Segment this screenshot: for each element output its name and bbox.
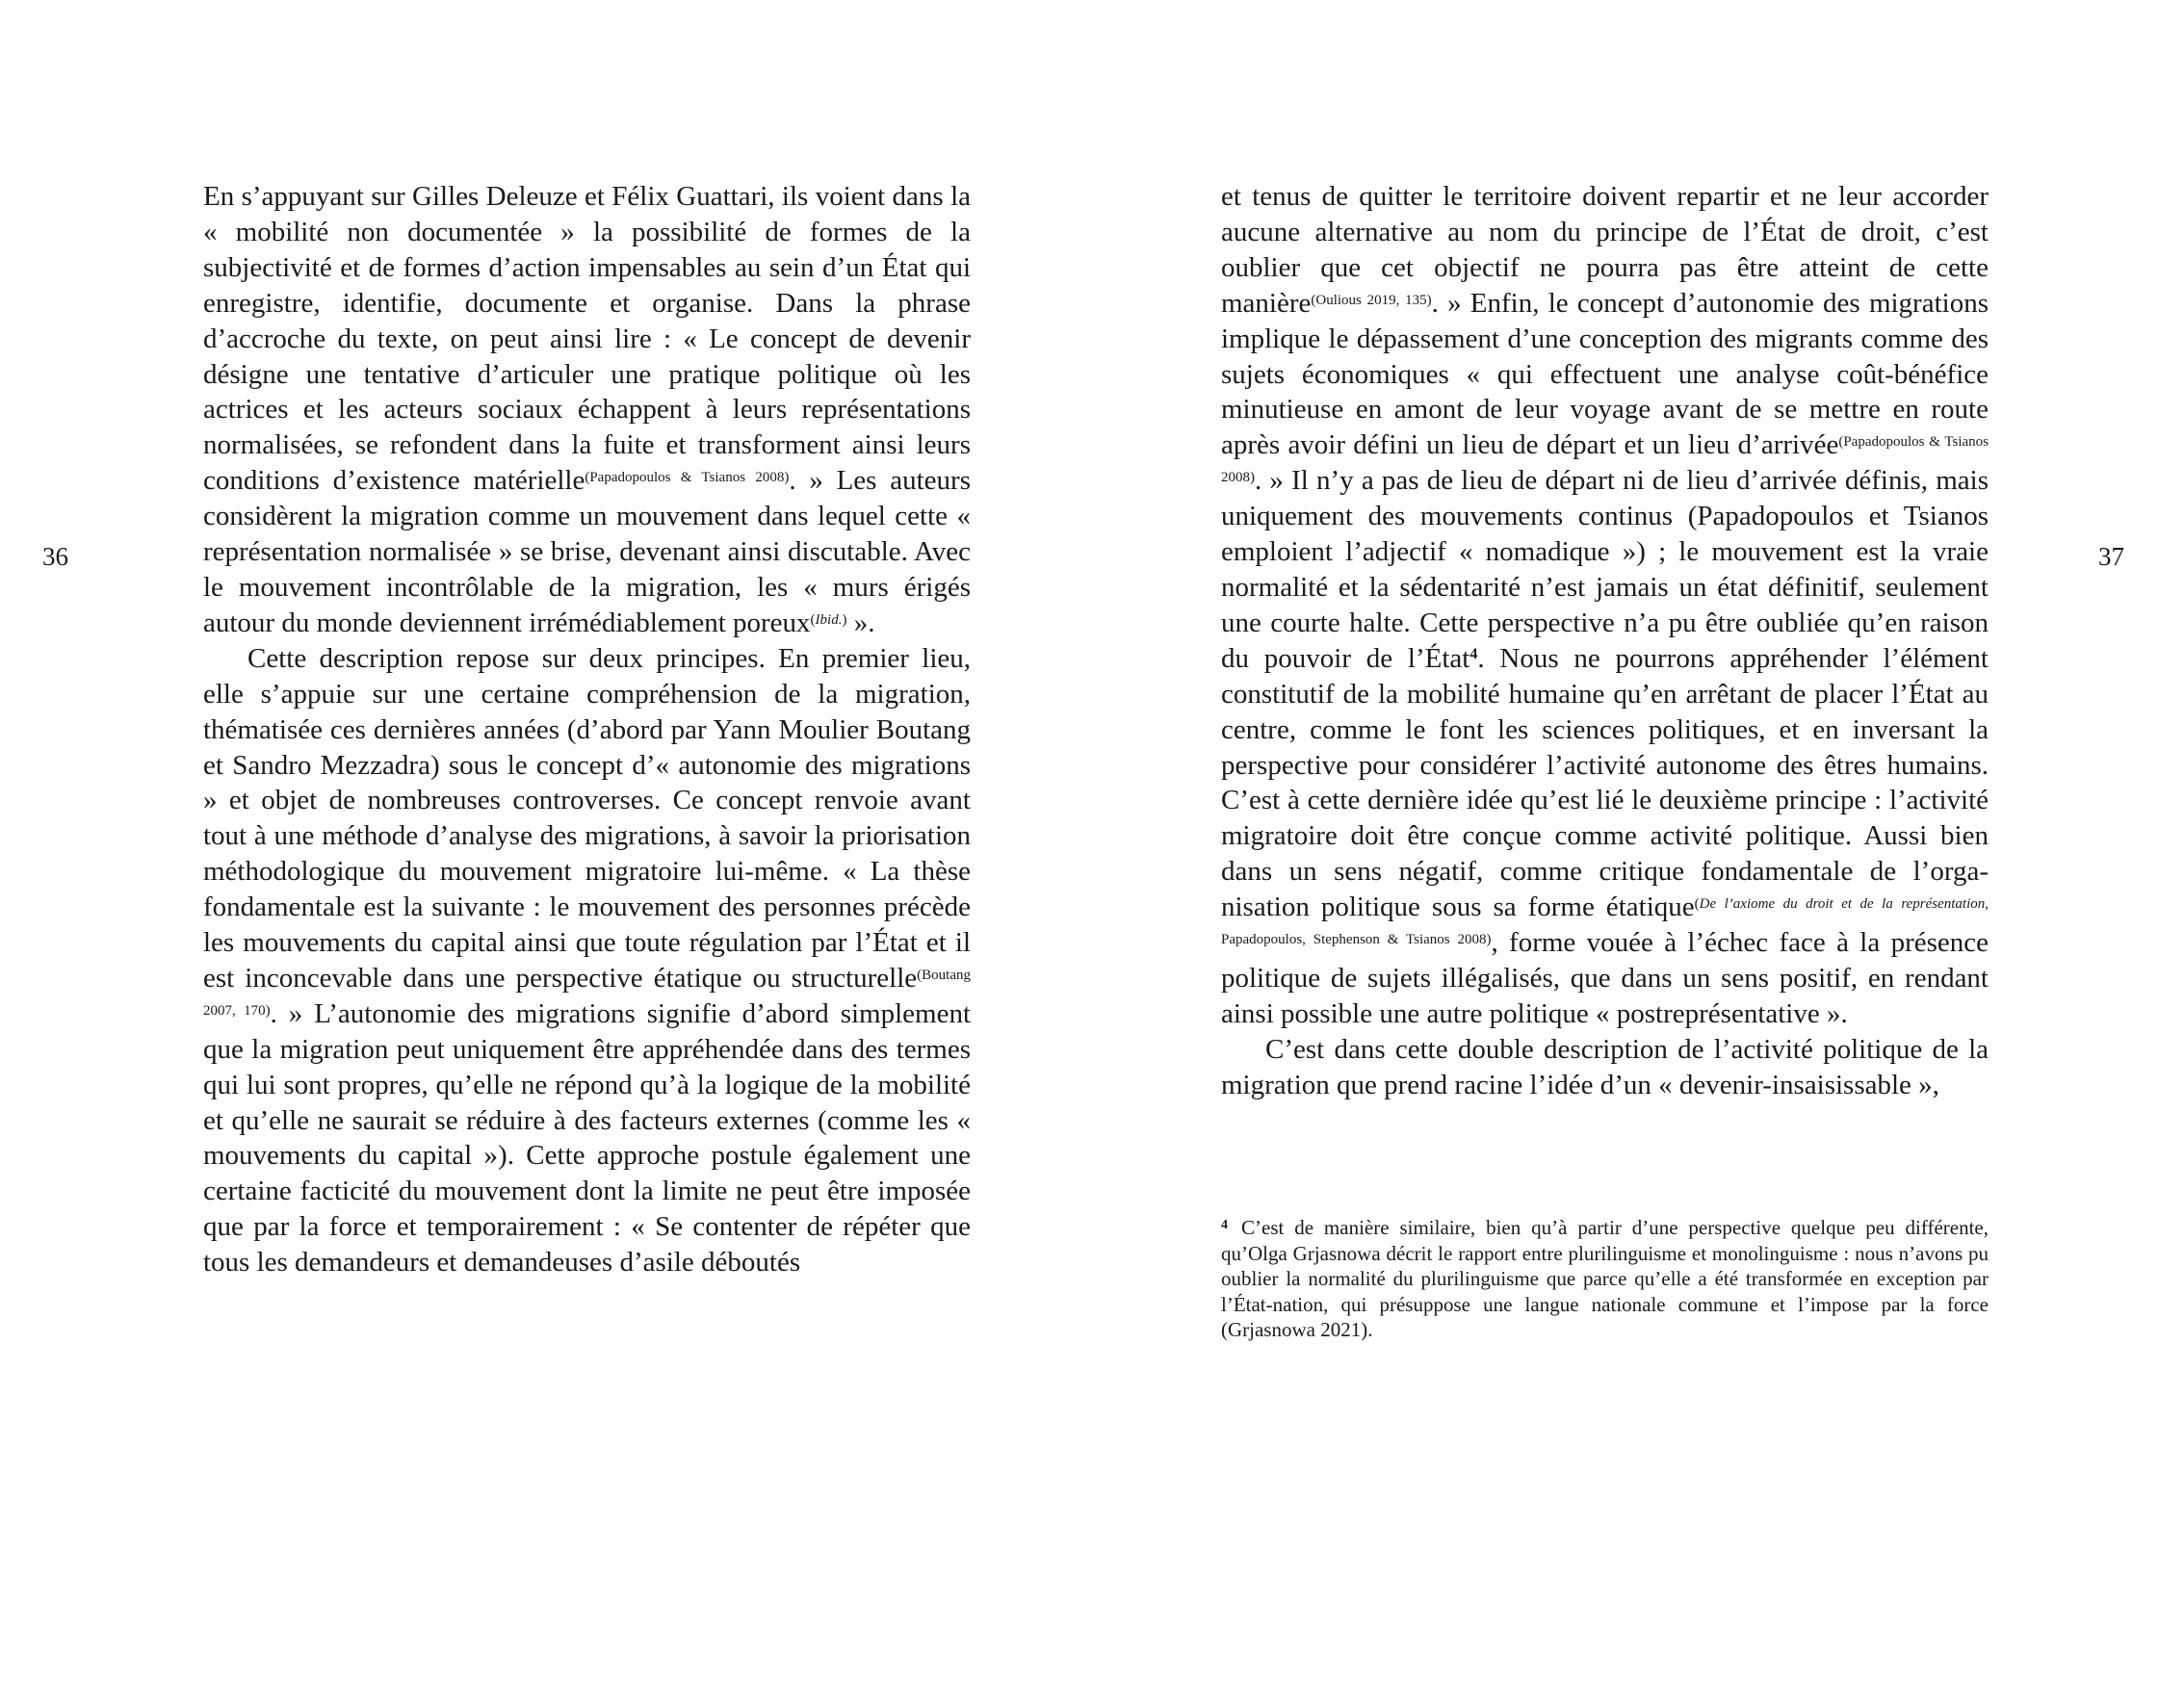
inline-citation — [811, 612, 847, 628]
body-paragraph — [1221, 179, 1989, 1032]
body-text: , forme vouée à l’échec face à la présence politique de sujets illégalisés, que dans un sens positif, en rendant ainsi possible une autre politique « postreprésentative ». — [1221, 927, 1989, 1029]
body-text: En s’appuyant sur Gilles Deleuze et Félix Guattari, ils voient dans la « mobilité non documentée » la possibilité de formes de la subjectivité et de formes d’action impensables au sein d’un État qui enregistre, identifie, documente et organise. Dans la phrase d’accroche du texte, on peut ainsi lire : « Le concept de devenir désigne une tentative d’articuler une pratique politique où les actrices et les acteurs sociaux échappent à leurs représentations normalisées, se refondent dans la fuite et transforment ainsi leurs conditions d’existence matérielle — [203, 181, 971, 497]
footnote-text: C’est de manière similaire, bien qu’à partir d’une perspective quelque peu différente, qu’Olga Grjasnowa décrit le rapport entre plurilinguisme et monolinguisme : nous n’avons pu oublier la normalité du plurilinguisme que parce qu’elle a été transformée en exception par l’État-nation, qui présuppose une langue nationale commune et l’impose par la force (Grjasnowa 2021). — [1221, 1216, 1989, 1341]
body-text: ». — [846, 607, 875, 638]
body-text: . » L’autonomie des migrations signifie d’abord simplement que la migration peut uniquement être appréhendée dans des termes qui lui sont propres, qu’elle ne répond qu’à la logique de la mobilité et qu’elle ne saurait se réduire à des facteurs externes (comme les « mouvements du capital »). Cette approche postule également une certaine facticité du mouvement dont la limite ne peut être imposée que par la force et temporairement : « Se contenter de répéter que tous les demandeurs et demandeuses d’asile déboutés — [203, 997, 972, 1279]
footnote-mark: 4 — [1221, 1218, 1228, 1232]
body-text: . » Il n’y a pas de lieu de départ ni de lieu d’arrivée définis, mais uniquement des mouvements continus (Papadopoulos et Tsianos emploient l’adjectif « nomadique ») ; le mouvement est la vraie normalité et la sédentarité n’est jamais un état définitif, seulement une courte halte. Cette perspective n’a pu être oubliée qu’en raison du pouvoir de l’État — [1221, 465, 1989, 674]
page-number-left: 36 — [42, 542, 68, 571]
footnote-reference[interactable]: 4 — [1469, 645, 1478, 662]
citation-text: , Papadopoulos, Stephenson & Tsianos 2008) — [1221, 896, 1989, 948]
inline-citation: (Boutang 2007, 170) — [203, 967, 971, 1019]
inline-citation: (Papadopoulos & Tsianos 2008) — [585, 470, 790, 486]
body-paragraph — [1221, 1032, 1989, 1103]
body-text: et tenus de quitter le territoire doivent repartir et ne leur accorder aucune alternative au nom du principe de l’État de droit, c’est oublier que cet objectif ne pourra pas être atteint de cette manière — [1221, 181, 1989, 319]
body-text: C’est dans cette double description de l’activité politique de la migration que prend racine l’idée d’un « devenir-insaisissable », — [1221, 1033, 1989, 1100]
footnote — [1221, 1215, 1989, 1343]
inline-citation: (Papadopoulos & Tsianos 2008) — [1221, 434, 1989, 486]
citation-italic: De l’axiome du droit et de la représentation — [1699, 896, 1986, 913]
citation-paren: ( — [810, 611, 816, 628]
left-page-text-column — [203, 179, 971, 1280]
citation-paren: ) — [842, 611, 847, 628]
right-page-text-column — [1221, 179, 1989, 1103]
body-text: . Nous ne pourrons appréhender l’élément constitutif de la mobilité humaine qu’en arrêtant de placer l’État au centre, comme le font les sciences politiques, et en inversant la perspective pour considérer l’activité autonome des êtres humains. C’est à cette dernière idée qu’est lié le deuxième principe : l’activité migratoire doit être conçue comme activité politique. Aussi bien dans un sens négatif, comme critique fondamentale de l’organisation politique sous sa forme étatique — [1221, 642, 1989, 923]
citation-italic: Ibid. — [815, 611, 843, 628]
citation-paren: ( — [1694, 896, 1700, 913]
body-text: . » Les auteurs considèrent la migration comme un mouvement dans lequel cette « représentation normalisée » se brise, devenant ainsi discutable. Avec le mouvement incontrôlable de la migration, les « murs érigés autour du monde deviennent irrémédiablement poreux — [203, 465, 971, 638]
body-text: . » Enfin, le concept d’autonomie des migrations implique le dépassement d’une conception des migrants comme des sujets économiques « qui effectuent une analyse coût-bénéfice minutieuse en amont de leur voyage avant de se mettre en route après avoir défini un lieu de départ et un lieu d’arrivée — [1221, 287, 1989, 461]
body-paragraph — [203, 179, 971, 641]
body-text: Cette description repose sur deux principes. En premier lieu, elle s’appuie sur une certaine compréhension de la migration, thématisée ces dernières années (d’abord par Yann Moulier Boutang et Sandro Mezzadra) sous le concept d’« autonomie des migrations » et objet de nombreuses controverses. Ce concept renvoie avant tout à une méthode d’analyse des migrations, à savoir la priorisation méthodologique du mouvement migratoire lui-même. « La thèse fondamentale est la suivante : le mouvement des personnes précède les mouvements du capital ainsi que toute régulation par l’État et il est inconcevable dans une perspective étatique ou structurelle — [203, 642, 971, 994]
page-number-right: 37 — [2098, 542, 2124, 571]
inline-citation: (Oulious 2019, 135) — [1311, 292, 1432, 308]
body-paragraph — [203, 641, 971, 1280]
